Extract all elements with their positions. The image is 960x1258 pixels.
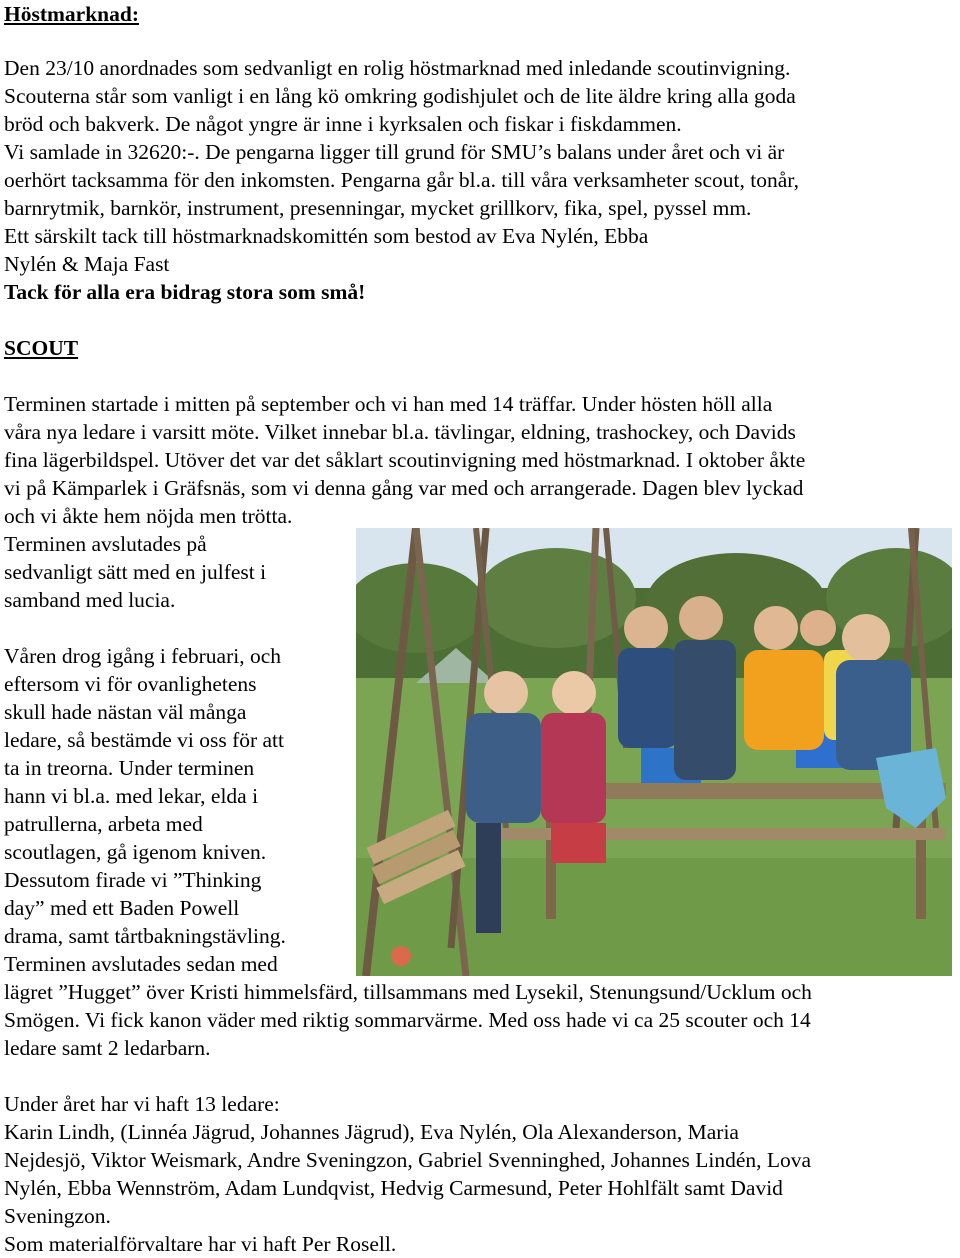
paragraph-line: Nylén & Maja Fast [4, 252, 170, 276]
paragraph-line: Våren drog igång i februari, och [4, 644, 282, 668]
paragraph-line: Nejdesjö, Viktor Weismark, Andre Sveningzon, Gabriel Svenninghed, Johannes Lindén, Lova [4, 1148, 812, 1172]
paragraph-line: Scouterna står som vanligt i en lång kö omkring godishjulet och de lite äldre kring alla goda [4, 84, 796, 108]
paragraph-line: Terminen avslutades sedan med [4, 952, 278, 976]
paragraph-line: Under året har vi haft 13 ledare: [4, 1092, 280, 1116]
paragraph-line: Den 23/10 anordnades som sedvanligt en rolig höstmarknad med inledande scoutinvigning. [4, 56, 791, 80]
paragraph-line: och vi åkte hem nöjda men trötta. [4, 504, 293, 528]
paragraph-line: Karin Lindh, (Linnéa Jägrud, Johannes Jägrud), Eva Nylén, Ola Alexanderson, Maria [4, 1120, 739, 1144]
scout-camp-photo [356, 528, 952, 976]
heading-scout: SCOUT [4, 336, 79, 360]
paragraph-line: Smögen. Vi fick kanon väder med riktig sommarvärme. Med oss hade vi ca 25 scouter och 14 [4, 1008, 811, 1032]
heading-hostmarknad: Höstmarknad: [4, 2, 139, 26]
paragraph-line: day” med ett Baden Powell [4, 896, 240, 920]
paragraph-line: lägret ”Hugget” över Kristi himmelsfärd, tillsammans med Lysekil, Stenungsund/Ucklum och [4, 980, 812, 1004]
paragraph-line: Terminen avslutades på [4, 532, 207, 556]
paragraph-line: skull hade nästan väl många [4, 700, 247, 724]
paragraph-line: ledare, så bestämde vi oss för att [4, 728, 285, 752]
paragraph-line: Dessutom firade vi ”Thinking [4, 868, 262, 892]
paragraph-line: vi på Kämparlek i Gräfsnäs, som vi denna gång var med och arrangerade. Dagen blev lyckad [4, 476, 804, 500]
paragraph-line: sedvanligt sätt med en julfest i [4, 560, 267, 584]
paragraph-line: våra nya ledare i varsitt möte. Vilket innebar bl.a. tävlingar, eldning, trashockey, och Davids [4, 420, 796, 444]
paragraph-line: oerhört tacksamma för den inkomsten. Pengarna går bl.a. till våra verksamheter scout, tonår, [4, 168, 799, 192]
thanks-line: Tack för alla era bidrag stora som små! [4, 280, 366, 304]
paragraph-line: ta in treorna. Under terminen [4, 756, 255, 780]
paragraph-line: hann vi bl.a. med lekar, elda i [4, 784, 259, 808]
paragraph-line: patrullerna, arbeta med [4, 812, 203, 836]
paragraph-line: bröd och bakverk. De något yngre är inne i kyrksalen och fiskar i fiskdammen. [4, 112, 682, 136]
paragraph-line: Nylén, Ebba Wennström, Adam Lundqvist, Hedvig Carmesund, Peter Hohlfält samt David [4, 1176, 783, 1200]
paragraph-line: samband med lucia. [4, 588, 176, 612]
paragraph-line: scoutlagen, gå igenom kniven. [4, 840, 267, 864]
paragraph-line: Terminen startade i mitten på september och vi han med 14 träffar. Under hösten höll alla [4, 392, 773, 416]
paragraph-line: fina lägerbildspel. Utöver det var det såklart scoutinvigning med höstmarknad. I oktober åkte [4, 448, 806, 472]
paragraph-line: drama, samt tårtbakningstävling. [4, 924, 286, 948]
paragraph-line: Ett särskilt tack till höstmarknadskomittén som bestod av Eva Nylén, Ebba [4, 224, 649, 248]
paragraph-line: ledare samt 2 ledarbarn. [4, 1036, 211, 1060]
paragraph-line: eftersom vi för ovanlighetens [4, 672, 257, 696]
paragraph-line: barnrytmik, barnkör, instrument, presenningar, mycket grillkorv, fika, spel, pyssel mm. [4, 196, 752, 220]
paragraph-line: Vi samlade in 32620:-. De pengarna ligger till grund för SMU’s balans under året och vi är [4, 140, 785, 164]
paragraph-line: Sveningzon. [4, 1204, 111, 1228]
paragraph-line: Som materialförvaltare har vi haft Per Rosell. [4, 1232, 397, 1256]
